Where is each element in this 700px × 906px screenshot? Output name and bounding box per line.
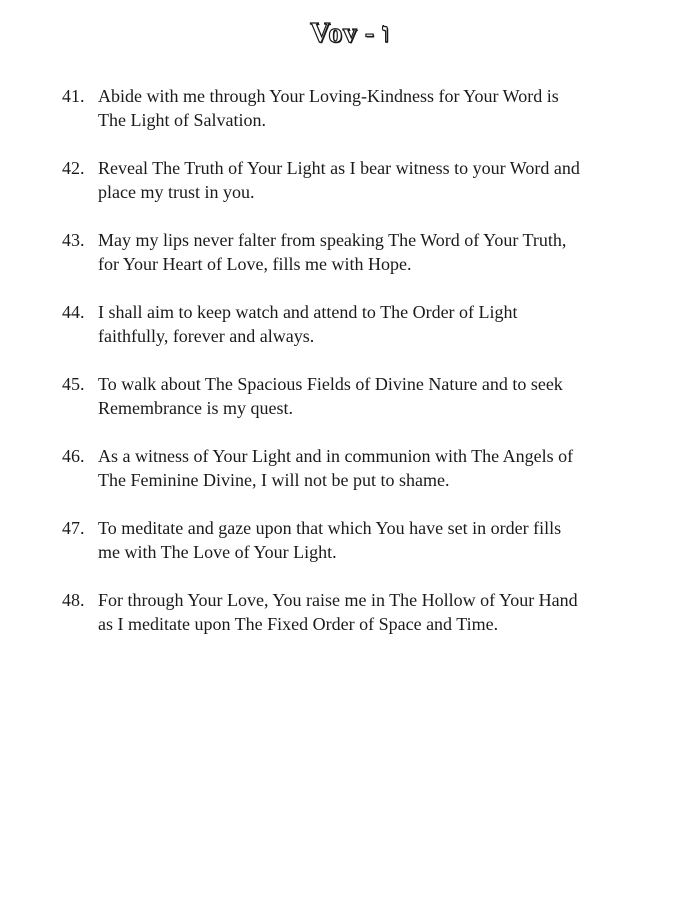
verse-line: May my lips never falter from speaking The Word of Your Truth, <box>98 230 567 250</box>
verse-number: 41. <box>62 86 85 106</box>
verse-46 <box>62 444 652 492</box>
verse-line: As a witness of Your Light and in communion with The Angels of <box>98 446 574 466</box>
verse-line: To meditate and gaze upon that which You have set in order fills <box>98 518 562 538</box>
verse-number: 43. <box>62 230 85 250</box>
verse-number: 46. <box>62 446 85 466</box>
verse-43 <box>62 228 652 276</box>
verse-48 <box>62 588 652 636</box>
verse-number: 44. <box>62 302 85 322</box>
verse-number: 47. <box>62 518 85 538</box>
verse-45 <box>62 372 652 420</box>
verse-line: as I meditate upon The Fixed Order of Space and Time. <box>98 614 499 634</box>
verse-line: The Light of Salvation. <box>98 110 266 130</box>
verse-number: 45. <box>62 374 85 394</box>
verse-44 <box>62 300 652 348</box>
verse-line: I shall aim to keep watch and attend to The Order of Light <box>98 302 518 322</box>
verse-number: 48. <box>62 590 85 610</box>
verse-number: 42. <box>62 158 85 178</box>
verse-42 <box>62 156 652 204</box>
verse-line: faithfully, forever and always. <box>98 326 315 346</box>
page-title: Vov - ו <box>310 18 390 49</box>
verse-line: The Feminine Divine, I will not be put to shame. <box>98 470 450 490</box>
verse-41 <box>62 84 652 132</box>
verse-line: Remembrance is my quest. <box>98 398 293 418</box>
verse-list <box>62 84 652 660</box>
verse-line: To walk about The Spacious Fields of Divine Nature and to seek <box>98 374 563 394</box>
verse-line: Abide with me through Your Loving-Kindness for Your Word is <box>98 86 559 106</box>
verse-47 <box>62 516 652 564</box>
verse-line: For through Your Love, You raise me in The Hollow of Your Hand <box>98 590 578 610</box>
verse-line: me with The Love of Your Light. <box>98 542 337 562</box>
verse-line: for Your Heart of Love, fills me with Hope. <box>98 254 412 274</box>
verse-line: place my trust in you. <box>98 182 255 202</box>
verse-line: Reveal The Truth of Your Light as I bear witness to your Word and <box>98 158 580 178</box>
